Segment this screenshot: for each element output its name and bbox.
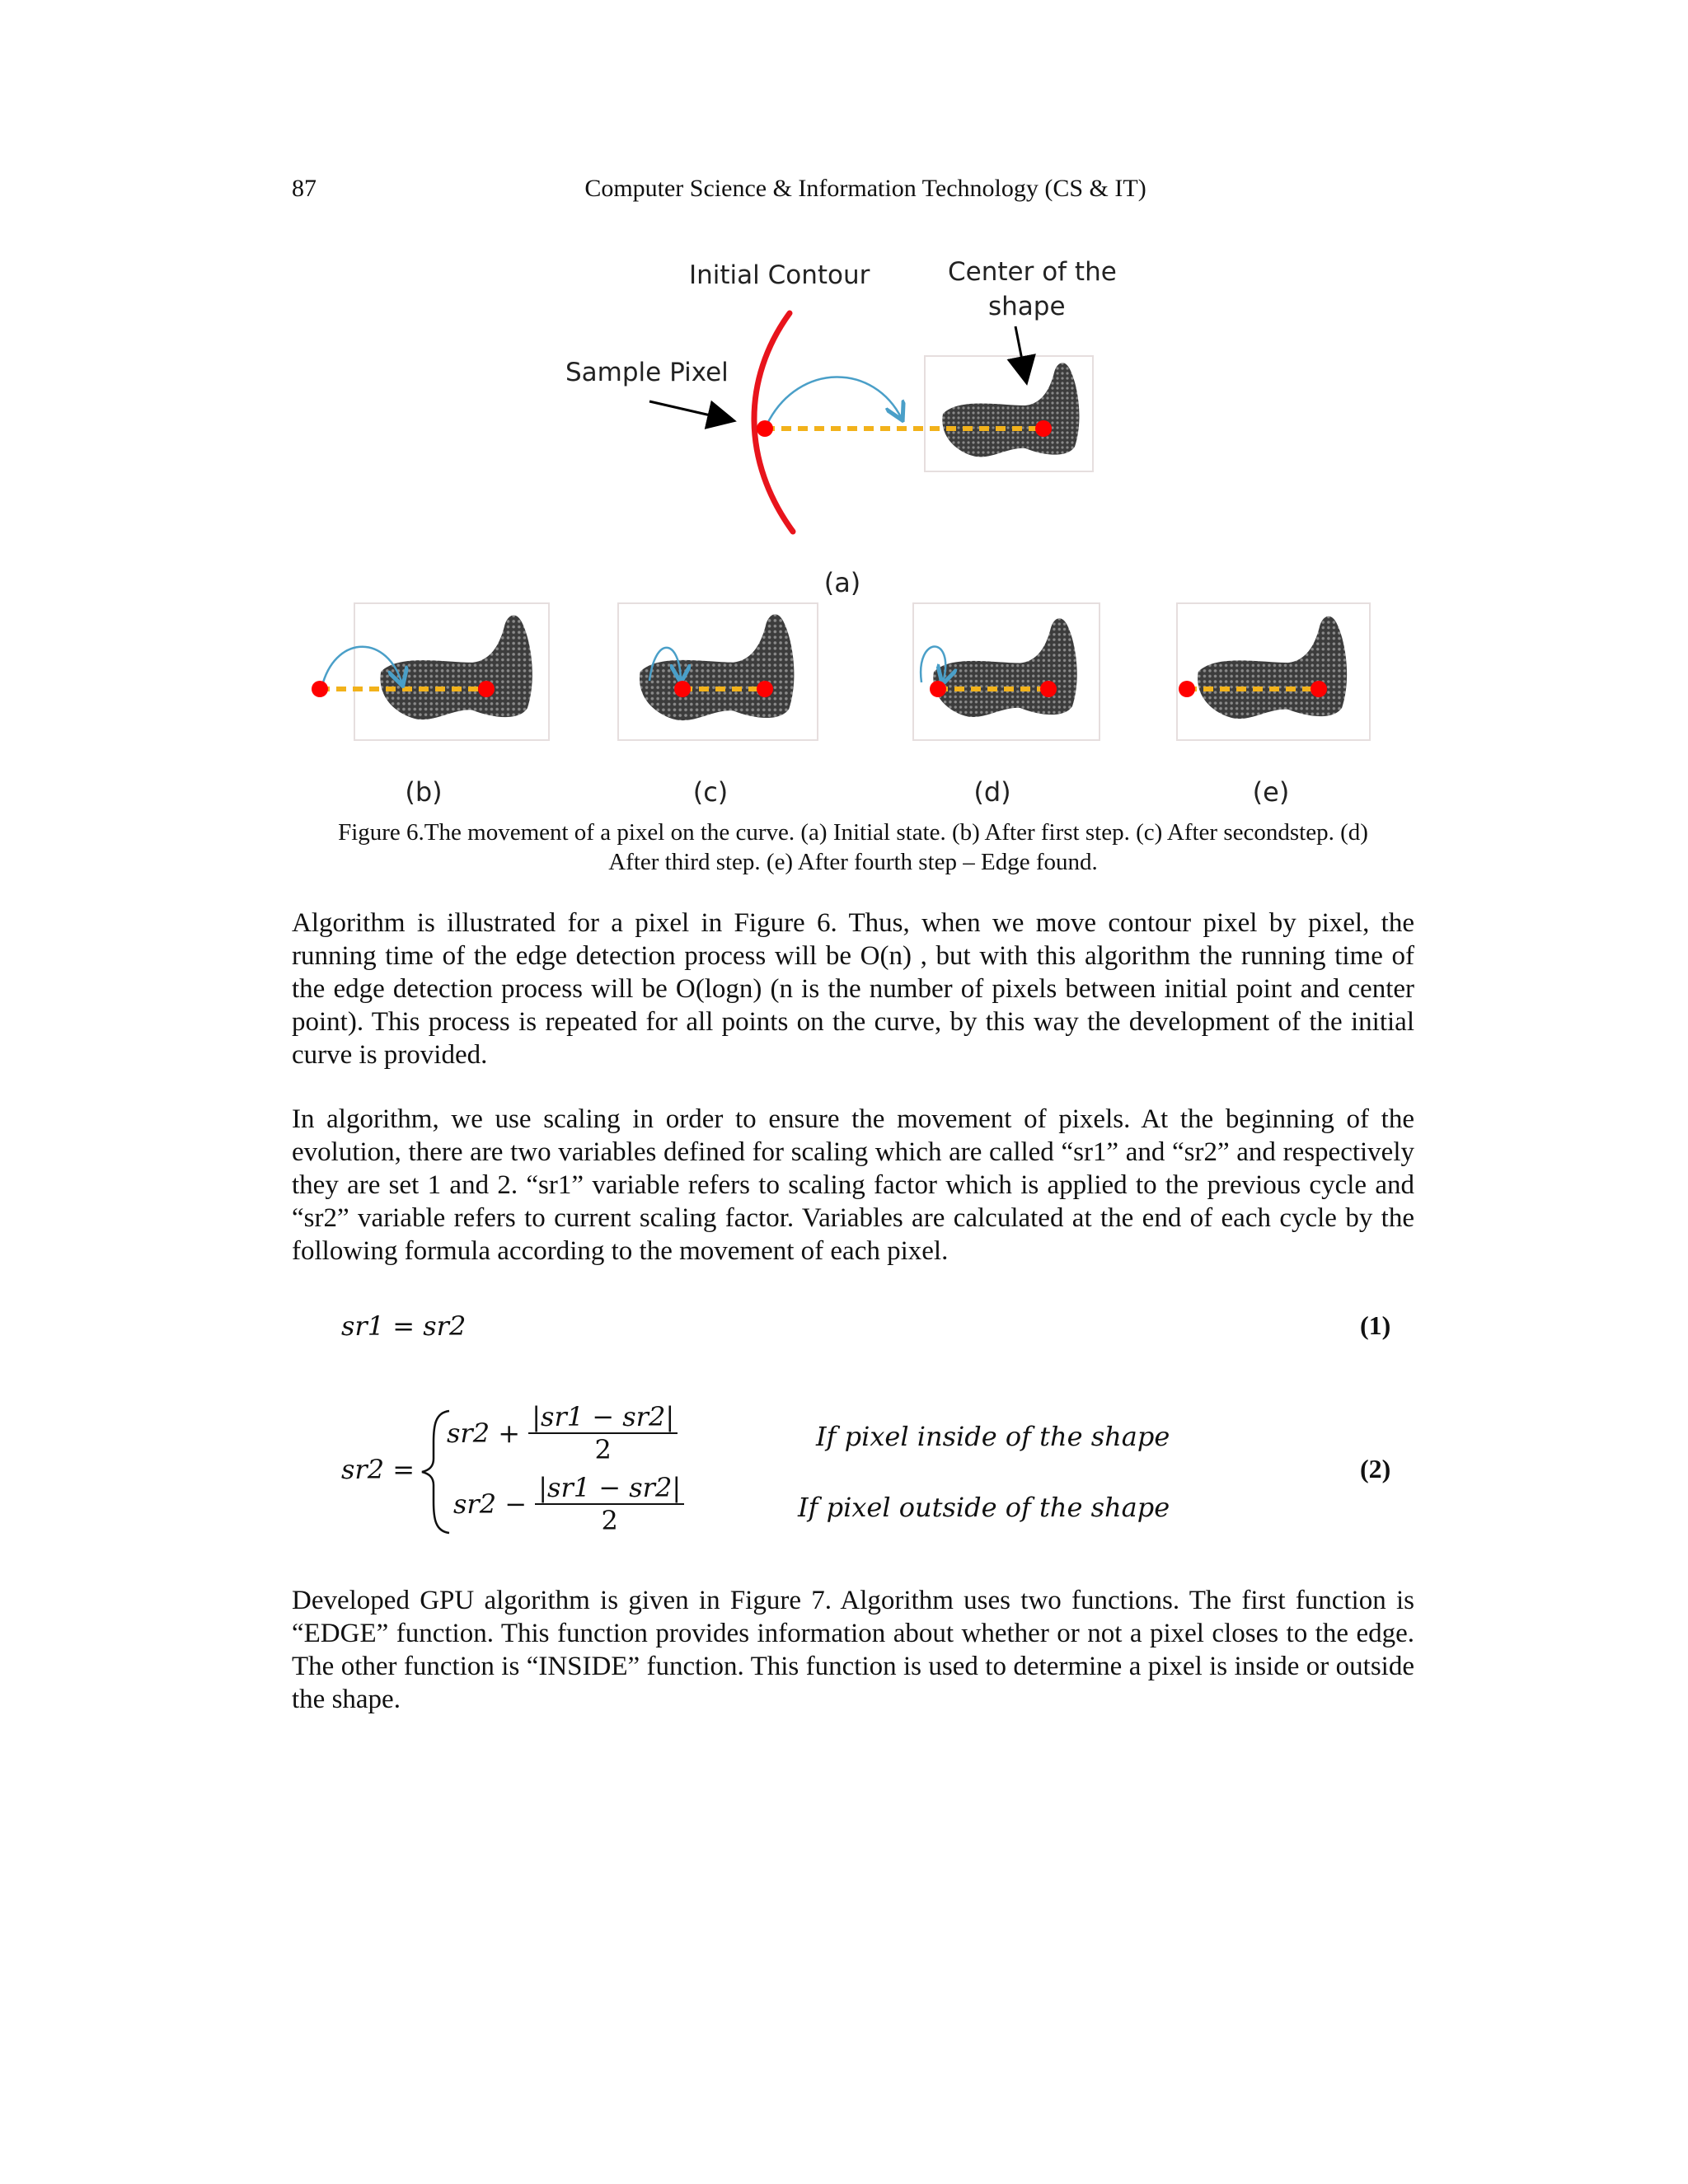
sample-pixel-label: Sample Pixel bbox=[565, 358, 729, 387]
case-1-fraction bbox=[528, 1401, 678, 1465]
subfigure-a bbox=[649, 313, 1093, 532]
equation-2-number: (2) bbox=[1360, 1454, 1391, 1483]
equation-2-case-1 bbox=[447, 1401, 678, 1465]
case-2-numerator: |sr1 − sr2| bbox=[535, 1472, 684, 1505]
running-header: Computer Science & Information Technology (CS & IT) bbox=[584, 175, 1146, 202]
jump-arc bbox=[768, 377, 902, 422]
caption-line-2: After third step. (e) After fourth step – Edge found. bbox=[608, 849, 1098, 875]
case-2-condition: If pixel outside of the shape bbox=[798, 1492, 1170, 1523]
equation-1: sr1 = sr2 bbox=[341, 1310, 467, 1342]
center-label-line1: Center of the bbox=[948, 257, 1117, 287]
subfigure-label-d: (d) bbox=[973, 776, 1011, 808]
page-number: 87 bbox=[292, 175, 316, 202]
paragraph-2: In algorithm, we use scaling in order to ensure the movement of pixels. At the beginning of the evolution, there are two variables defined for scaling which are called “sr1” and “sr2” and respectively they are set 1 and 2. “sr1” variable refers to scaling factor which is applied to the previous cycle and “sr2” variable refers to current scaling factor. Variables are calculated at the end of each cycle by the following formula according to the movement of each pixel. bbox=[292, 1104, 1414, 1266]
figure-caption bbox=[292, 818, 1414, 877]
subfigure-label-a: (a) bbox=[823, 567, 861, 598]
case-2-term: sr2 − bbox=[453, 1488, 528, 1520]
subfigure-e bbox=[1177, 603, 1370, 740]
equation-2-case-2 bbox=[453, 1472, 684, 1536]
paragraph-1: Algorithm is illustrated for a pixel in Figure 6. Thus, when we move contour pixel by pixel, the running time of the edge detection process will be O(n) , but with this algorithm the running time of the edge detection process will be O(logn) (n is the number of pixels between initial point and center point). This process is repeated for all points on the curve, by this way the development of the initial curve is provided. bbox=[292, 908, 1414, 1070]
case-2-fraction bbox=[535, 1472, 684, 1536]
center-arrow bbox=[1015, 326, 1026, 381]
equation-2-lhs: sr2 = bbox=[341, 1454, 415, 1485]
sample-pixel-dot bbox=[757, 420, 773, 437]
equation-1-number: (1) bbox=[1360, 1310, 1391, 1340]
case-2-denominator: 2 bbox=[601, 1505, 618, 1536]
subfigure-label-c: (c) bbox=[692, 776, 729, 808]
caption-line-1: Figure 6.The movement of a pixel on the curve. (a) Initial state. (b) After first step. (c) After secondstep. (d) bbox=[338, 819, 1368, 846]
paragraph-3: Developed GPU algorithm is given in Figure 7. Algorithm uses two functions. The first function is “EDGE” function. This function provides information about whether or not a pixel closes to the edge. The other function is “INSIDE” function. This function is used to determine a pixel is inside or outside the shape. bbox=[292, 1586, 1414, 1714]
shape-silhouette bbox=[942, 363, 1079, 457]
subfigure-d bbox=[913, 603, 1100, 740]
case-1-denominator: 2 bbox=[594, 1434, 612, 1465]
sample-pixel-arrow bbox=[649, 401, 732, 420]
subfigure-c bbox=[618, 603, 818, 740]
center-dot bbox=[1035, 420, 1052, 437]
case-1-term: sr2 + bbox=[447, 1418, 521, 1449]
case-1-condition: If pixel inside of the shape bbox=[816, 1421, 1170, 1452]
subfigure-b bbox=[312, 603, 549, 740]
initial-contour-label: Initial Contour bbox=[689, 260, 870, 290]
center-label-line2: shape bbox=[988, 292, 1066, 321]
subfigure-label-b: (b) bbox=[405, 776, 443, 808]
subfigure-label-e: (e) bbox=[1252, 776, 1290, 808]
case-1-numerator: |sr1 − sr2| bbox=[528, 1401, 678, 1434]
